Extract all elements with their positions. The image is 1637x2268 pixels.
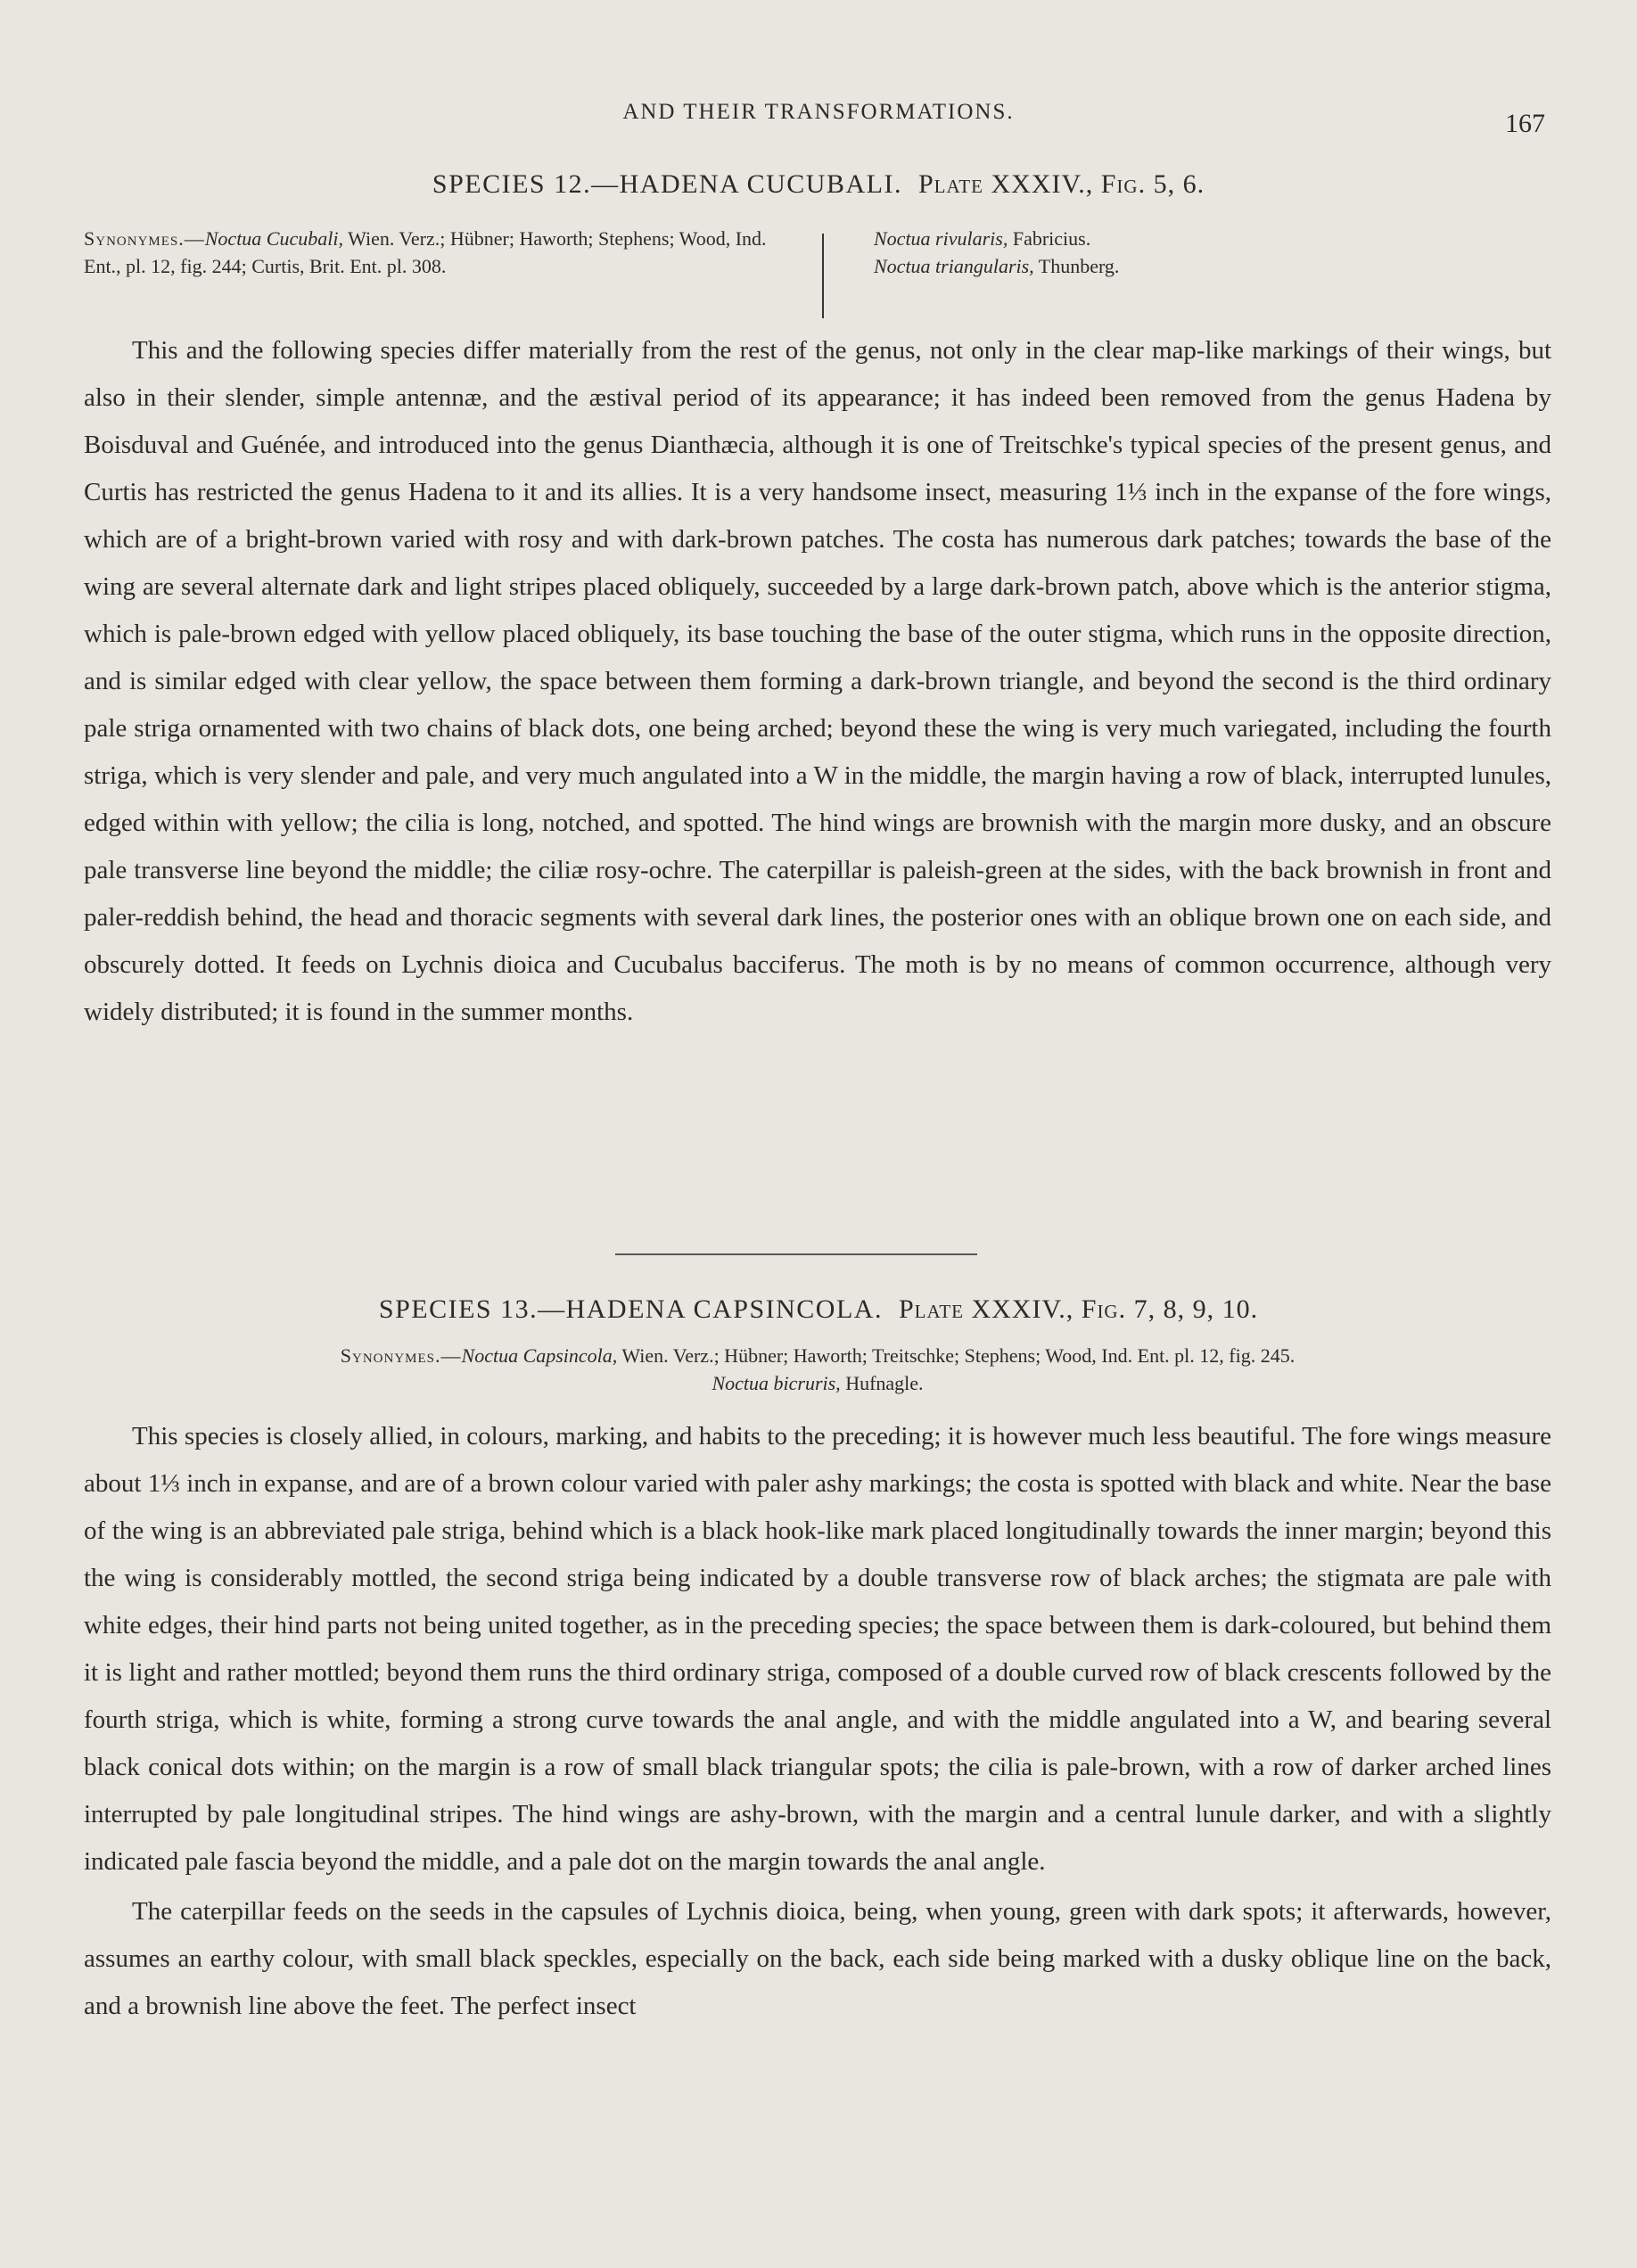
synonyms-label: Synonymes.—: [340, 1344, 462, 1367]
species-12-synonyms-left: [84, 225, 808, 280]
species-13-heading: [0, 1294, 1637, 1325]
species-12-synonyms-right: [874, 225, 1373, 280]
synonym-references: Wien. Verz.; Hübner; Haworth; Treitschke; Stephens; Wood, Ind. Ent. pl. 12, fig. 245.: [617, 1344, 1296, 1367]
species-12-title: SPECIES 12.—HADENA CUCUBALI.: [432, 169, 902, 199]
running-head: AND THEIR TRANSFORMATIONS.: [622, 100, 1015, 124]
synonym-author: Fabricius.: [1008, 227, 1091, 250]
paragraph: The caterpillar feeds on the seeds in the capsules of Lychnis dioica, being, when young, green with dark spots; it afterwards, however, assumes an earthy colour, with small black speckles, especially on the back, each side being marked with a dusky oblique line on the back, and a brownish line above the feet. The perfect insect: [84, 1897, 1551, 2020]
paragraph: This species is closely allied, in colours, marking, and habits to the preceding; it is however much less beautiful. The fore wings measure about 1⅓ inch in expanse, and are of a brown colour varied with paler ashy markings; the costa is spotted with black and white. Near the base of the wing is an abbreviated pale striga, behind which is a black hook-like mark placed longitudinally towards the inner margin; beyond this the wing is considerably mottled, the second striga being indicated by a double transverse row of black arches; the stigmata are pale with white edges, their hind parts not being united together, as in the preceding species; the space between them is dark-coloured, but behind them it is light and rather mottled; beyond them runs the third ordinary striga, composed of a double curved row of black crescents followed by the fourth striga, which is white, forming a strong curve towards the anal angle, and with the middle angulated into a W, and bearing several black conical dots within; on the margin is a row of small black triangular spots; the cilia is pale-brown, with a row of darker arched lines interrupted by pale longitudinal stripes. The hind wings are ashy-brown, with the margin and a central lunule darker, and with a slightly indicated pale fascia beyond the middle, and a pale dot on the margin towards the anal angle.: [84, 1422, 1551, 1876]
synonym-name: Noctua Capsincola,: [461, 1344, 618, 1367]
synonyms-divider: [822, 234, 824, 318]
page-number: 167: [1505, 109, 1545, 138]
species-12-heading: [0, 169, 1637, 200]
species-12-plate-ref: Plate XXXIV., Fig. 5, 6.: [917, 169, 1205, 199]
paragraph: This and the following species differ materially from the rest of the genus, not only in the clear map-like markings of their wings, but also in their slender, simple antennæ, and the æstival period of its appearance; it has indeed been removed from the genus Hadena by Boisduval and Guénée, and introduced into the genus Dianthæcia, although it is one of Treitschke's typical species of the present genus, and Curtis has restricted the genus Hadena to it and its allies. It is a very handsome insect, measuring 1⅓ inch in the expanse of the fore wings, which are of a bright-brown varied with rosy and with dark-brown patches. The costa has numerous dark patches; towards the base of the wing are several alternate dark and light stripes placed obliquely, succeeded by a large dark-brown patch, above which is the anterior stigma, which is pale-brown edged with yellow placed obliquely, its base touching the base of the outer stigma, which runs in the opposite direction, and is similar edged with clear yellow, the space between them forming a dark-brown triangle, and beyond the second is the third ordinary pale striga ornamented with two chains of black dots, one being arched; beyond these the wing is very much variegated, including the fourth striga, which is very slender and pale, and very much angulated into a W in the middle, the margin having a row of black, interrupted lunules, edged within with yellow; the cilia is long, notched, and spotted. The hind wings are brownish with the margin more dusky, and an obscure pale transverse line beyond the middle; the ciliæ rosy-ochre. The caterpillar is paleish-green at the sides, with the back brownish in front and paler-reddish behind, the head and thoracic segments with several dark lines, the posterior ones with an oblique brown one on each side, and obscurely dotted. It feeds on Lychnis dioica and Cucubalus bacciferus. The moth is by no means of common occurrence, although very widely distributed; it is found in the summer months.: [84, 336, 1551, 1026]
section-divider: [615, 1253, 977, 1255]
species-13-title: SPECIES 13.—HADENA CAPSINCOLA.: [378, 1294, 883, 1324]
synonym-name: Noctua triangularis,: [874, 255, 1034, 277]
synonym-name: Noctua bicruris,: [712, 1372, 841, 1394]
species-13-plate-ref: Plate XXXIV., Fig. 7, 8, 9, 10.: [898, 1294, 1259, 1324]
species-12-description: [84, 327, 1551, 1036]
synonym-author: Hufnagle.: [840, 1372, 924, 1394]
species-13-synonyms: [84, 1342, 1551, 1397]
synonym-name: Noctua Cucubali,: [204, 227, 343, 250]
synonym-references: Wien. Verz.; Hübner; Haworth; Stephens; Wood, Ind. Ent., pl. 12, fig. 244; Curtis, Brit. Ent. pl. 308.: [84, 227, 767, 277]
synonyms-label: Synonymes.—: [84, 227, 205, 250]
species-13-description: [84, 1413, 1551, 2030]
synonym-name: Noctua rivularis,: [874, 227, 1008, 250]
synonym-author: Thunberg.: [1033, 255, 1120, 277]
